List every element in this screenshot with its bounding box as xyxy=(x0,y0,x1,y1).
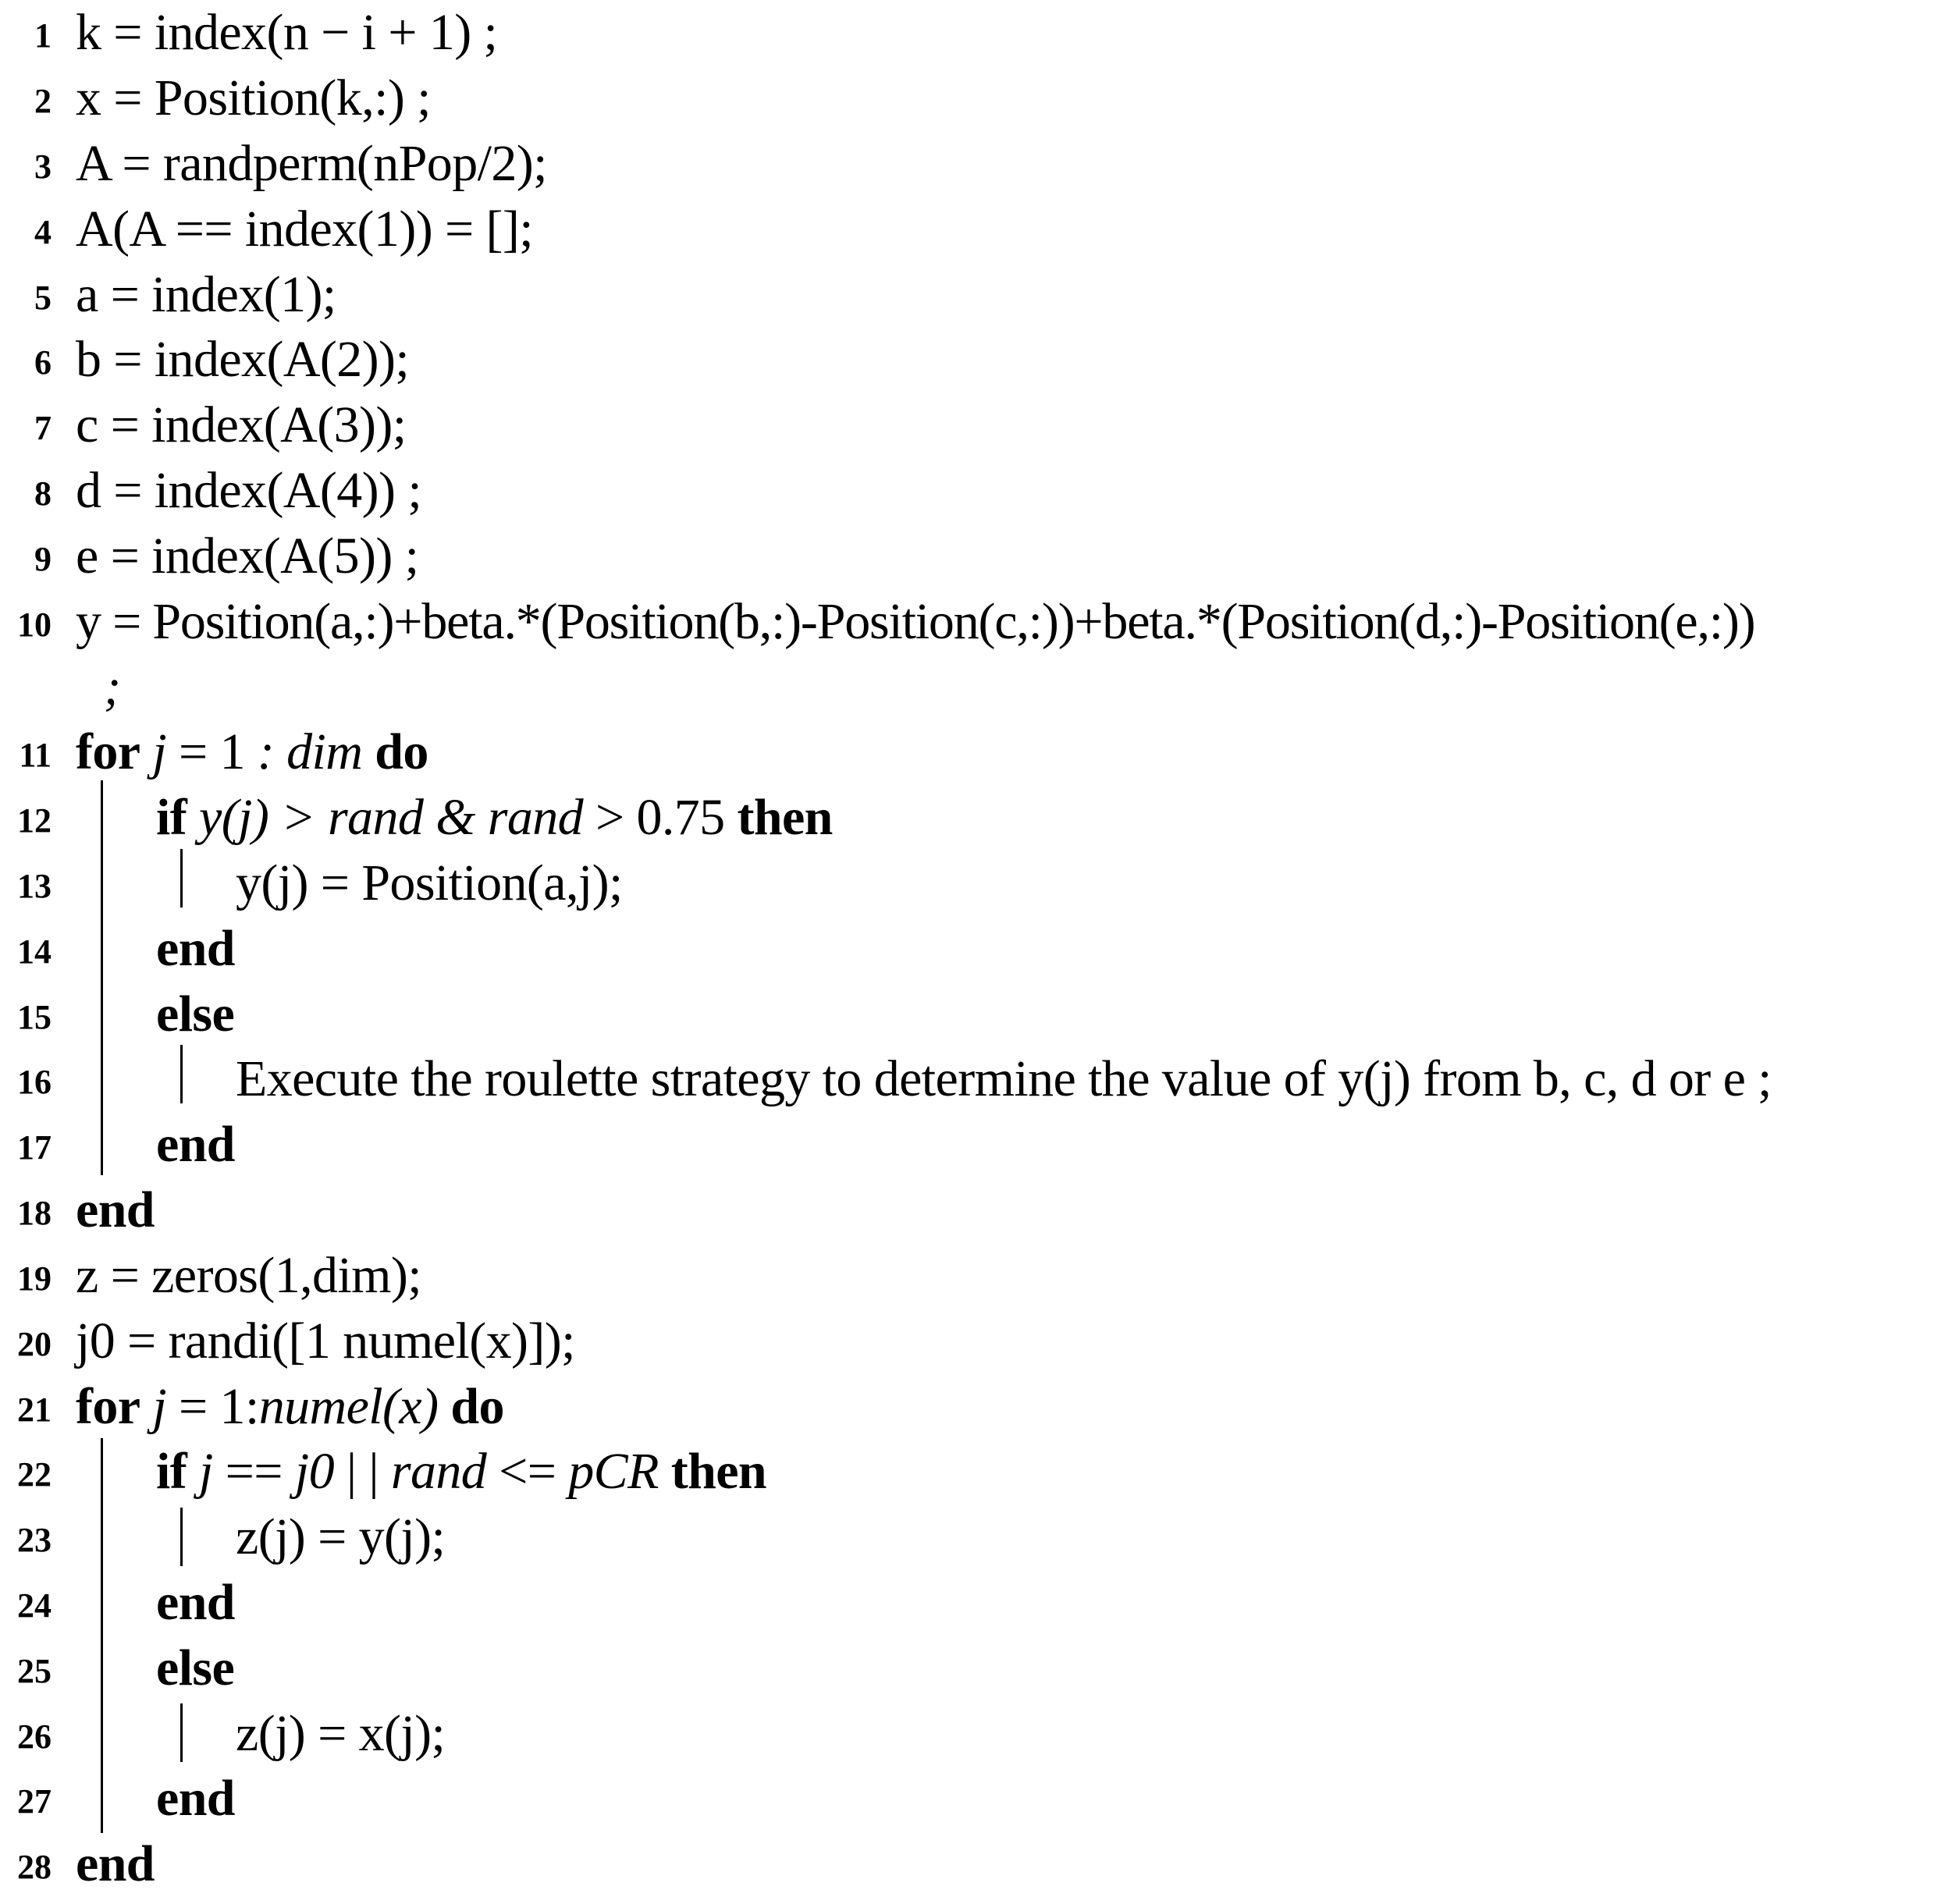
keyword-then: then xyxy=(670,1443,766,1500)
line-number: 2 xyxy=(34,82,52,120)
keyword-end: end xyxy=(156,1574,235,1631)
algo-line-2 xyxy=(0,66,1948,131)
algo-line-10-continuation xyxy=(0,655,1948,720)
algo-line-27 xyxy=(0,1766,1948,1831)
statement: d = index(A(4)) ; xyxy=(76,462,422,519)
line-number: 6 xyxy=(34,343,52,382)
statement: Execute the roulette strategy to determine the value of y(j) from b, c, d or e ; xyxy=(236,1050,1772,1107)
condition-threshold: > 0.75 xyxy=(583,789,738,846)
line-number: 3 xyxy=(34,147,52,186)
algo-line-1 xyxy=(0,0,1948,66)
keyword-for: for xyxy=(76,1378,140,1435)
statement: y = Position(a,:)+beta.*(Position(b,:)-Position(c,:))+beta.*(Position(d,:)-Position(e,:)) xyxy=(76,593,1755,650)
line-number: 7 xyxy=(34,409,52,447)
statement: A(A == index(1)) = []; xyxy=(76,201,533,258)
statement: j0 = randi([1 numel(x)]); xyxy=(76,1313,575,1369)
condition: y(j) > rand & rand xyxy=(199,789,584,846)
statement: z = zeros(1,dim); xyxy=(76,1247,422,1304)
algo-line-26 xyxy=(0,1701,1948,1767)
condition-variable: j xyxy=(199,1443,213,1500)
line-number: 28 xyxy=(17,1848,52,1886)
line-number: 9 xyxy=(34,540,52,578)
line-number: 25 xyxy=(17,1652,52,1690)
loop-variable: j xyxy=(152,723,167,780)
line-number: 1 xyxy=(34,16,52,55)
line-number: 11 xyxy=(19,736,52,774)
keyword-end: end xyxy=(76,1181,155,1238)
algo-line-24 xyxy=(0,1570,1948,1636)
algo-line-18 xyxy=(0,1178,1948,1243)
statement: z(j) = x(j); xyxy=(236,1705,446,1762)
algo-line-6 xyxy=(0,327,1948,393)
algo-line-4 xyxy=(0,197,1948,262)
if-statement xyxy=(156,785,833,851)
line-number: 26 xyxy=(17,1718,52,1756)
keyword-do: do xyxy=(375,723,428,780)
crossover-probability: pCR xyxy=(568,1443,659,1500)
algo-line-20 xyxy=(0,1309,1948,1374)
statement: e = index(A(5)) ; xyxy=(76,528,419,584)
statement: a = index(1); xyxy=(76,266,336,323)
keyword-else: else xyxy=(156,986,235,1043)
algo-line-19 xyxy=(0,1243,1948,1309)
algo-line-23 xyxy=(0,1504,1948,1570)
loop-range-end: numel(x) xyxy=(258,1378,439,1435)
line-number: 21 xyxy=(17,1391,52,1429)
loop-range-start: = 1 xyxy=(166,723,258,780)
algo-line-8 xyxy=(0,458,1948,524)
algo-line-16 xyxy=(0,1046,1948,1112)
algo-line-15 xyxy=(0,982,1948,1047)
algo-line-14 xyxy=(0,916,1948,982)
line-number: 12 xyxy=(17,801,52,840)
statement: z(j) = y(j); xyxy=(236,1508,446,1565)
algo-line-9 xyxy=(0,524,1948,589)
for-statement xyxy=(76,719,428,785)
line-number: 10 xyxy=(17,606,52,644)
line-number: 8 xyxy=(34,474,52,513)
line-number: 16 xyxy=(17,1063,52,1101)
equality-operator: == xyxy=(212,1443,295,1500)
comparison-operator: <= xyxy=(486,1443,569,1500)
keyword-end: end xyxy=(156,920,235,977)
algo-line-22 xyxy=(0,1439,1948,1504)
loop-range-start: = 1: xyxy=(166,1378,259,1435)
keyword-for: for xyxy=(76,723,140,780)
keyword-then: then xyxy=(737,789,833,846)
algo-line-25 xyxy=(0,1636,1948,1701)
keyword-else: else xyxy=(156,1639,235,1696)
algo-line-21 xyxy=(0,1374,1948,1440)
line-number: 19 xyxy=(17,1259,52,1298)
algo-line-13 xyxy=(0,851,1948,916)
algo-line-12 xyxy=(0,785,1948,851)
keyword-do: do xyxy=(450,1378,504,1435)
statement: A = randperm(nPop/2); xyxy=(76,135,547,192)
statement: b = index(A(2)); xyxy=(76,331,410,388)
condition-random: rand xyxy=(390,1443,487,1500)
loop-range-end: : dim xyxy=(257,723,363,780)
keyword-if: if xyxy=(156,789,187,846)
keyword-end: end xyxy=(156,1116,235,1173)
line-number: 18 xyxy=(17,1194,52,1232)
keyword-end: end xyxy=(76,1835,155,1892)
keyword-if: if xyxy=(156,1443,187,1500)
statement-terminator: ; xyxy=(104,659,121,716)
line-number: 27 xyxy=(17,1782,52,1821)
line-number: 5 xyxy=(34,279,52,317)
line-number: 4 xyxy=(34,213,52,251)
if-statement xyxy=(156,1439,766,1504)
line-number: 13 xyxy=(17,867,52,905)
condition-value: j0 xyxy=(294,1443,334,1500)
algo-line-17 xyxy=(0,1112,1948,1178)
line-number: 24 xyxy=(17,1586,52,1625)
line-number: 22 xyxy=(17,1455,52,1494)
statement: x = Position(k,:) ; xyxy=(76,69,431,126)
line-number: 17 xyxy=(17,1128,52,1167)
statement: c = index(A(3)); xyxy=(76,396,407,453)
statement: y(j) = Position(a,j); xyxy=(236,854,623,911)
statement: k = index(n − i + 1) ; xyxy=(76,4,498,61)
algo-line-3 xyxy=(0,131,1948,197)
or-operator: | | xyxy=(333,1443,391,1500)
algo-line-28 xyxy=(0,1831,1948,1897)
algo-line-7 xyxy=(0,393,1948,458)
line-number: 23 xyxy=(17,1521,52,1559)
line-number: 14 xyxy=(17,932,52,971)
keyword-end: end xyxy=(156,1770,235,1827)
algo-line-5 xyxy=(0,262,1948,328)
loop-variable: j xyxy=(152,1378,167,1435)
algo-line-10 xyxy=(0,589,1948,655)
line-number: 20 xyxy=(17,1325,52,1363)
algo-line-11 xyxy=(0,719,1948,785)
for-statement xyxy=(76,1374,504,1440)
line-number: 15 xyxy=(17,998,52,1036)
